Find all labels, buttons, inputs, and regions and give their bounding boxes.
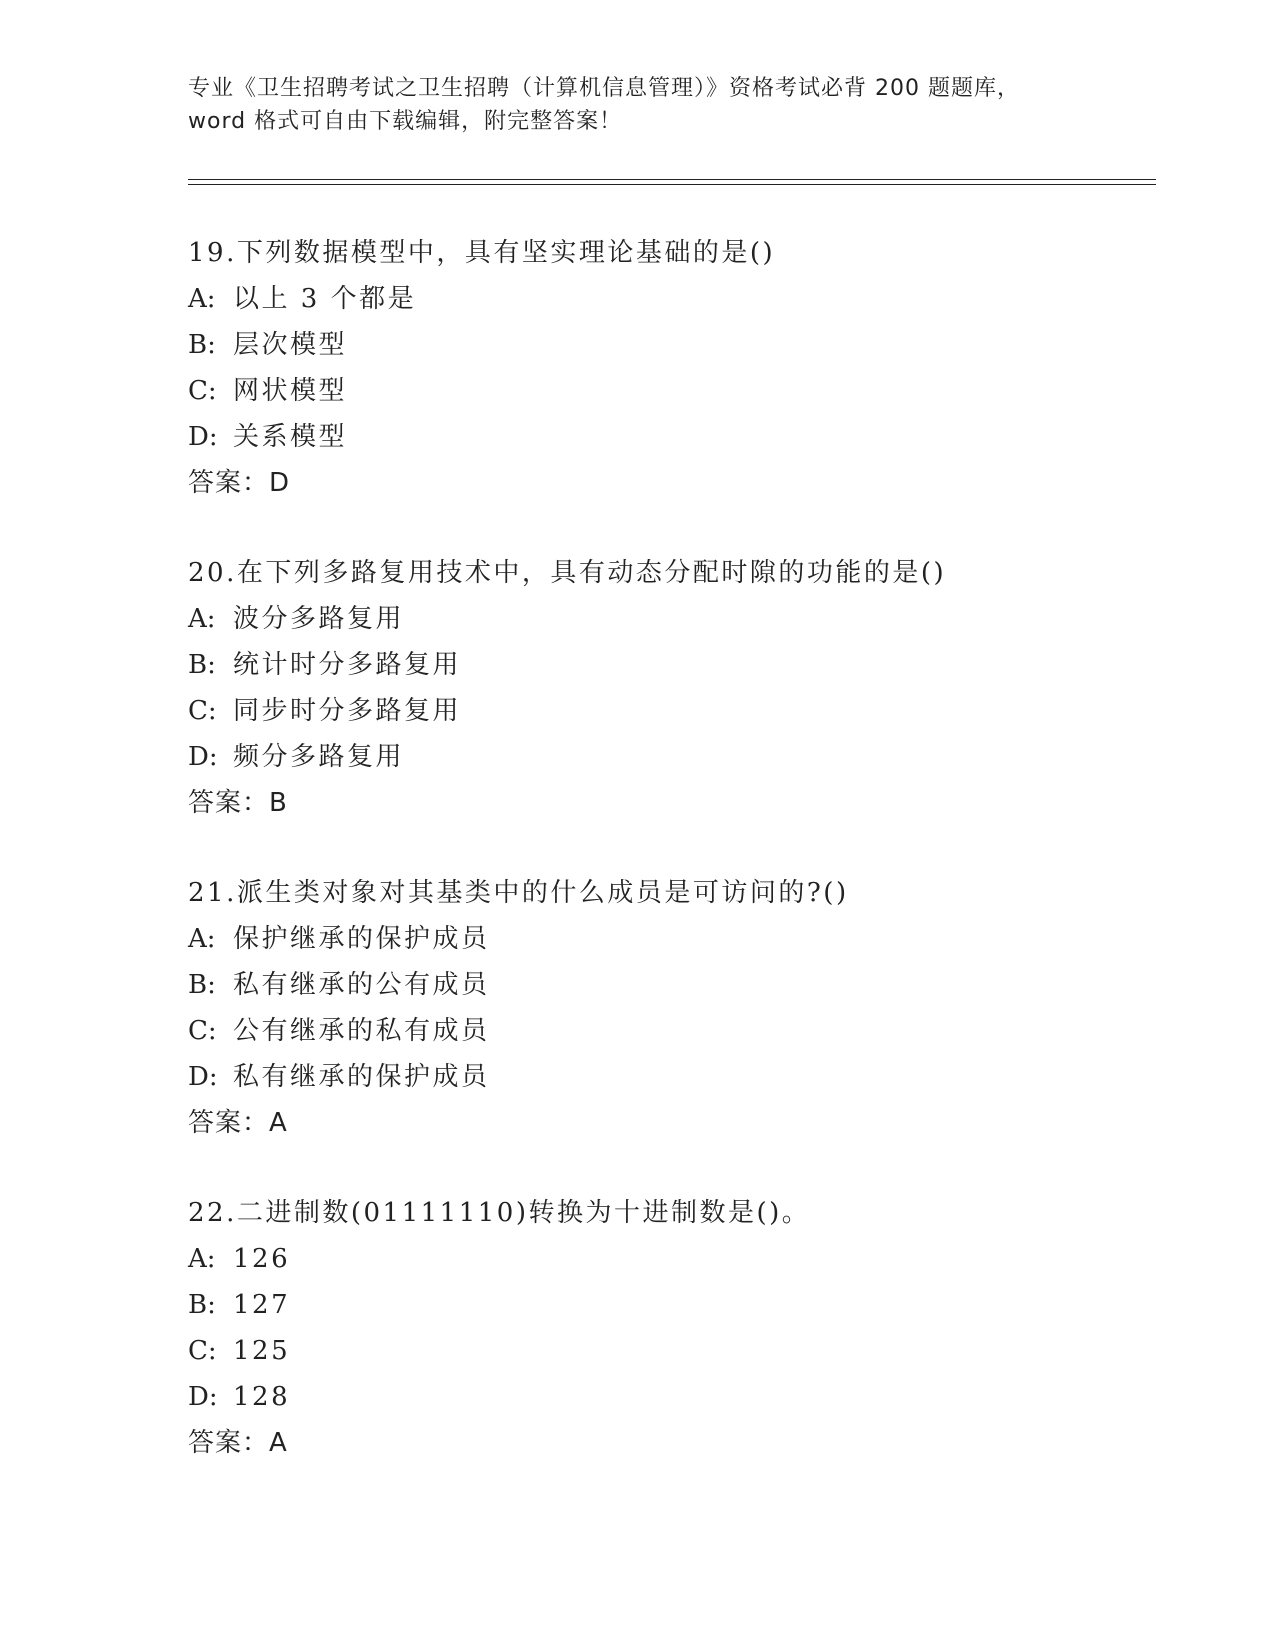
option-a	[188, 1236, 1148, 1282]
option-letter: B:	[188, 650, 216, 680]
option-text: 以上 3 个都是	[233, 284, 417, 314]
option-letter: C:	[188, 376, 217, 406]
answer-value: B	[269, 788, 288, 818]
option-text: 私有继承的公有成员	[233, 970, 490, 1000]
option-letter: A:	[188, 924, 216, 954]
option-text: 同步时分多路复用	[233, 696, 462, 726]
header-divider-bottom	[188, 184, 1156, 185]
question-stem	[188, 550, 1148, 596]
answer-line	[188, 1100, 1148, 1146]
option-text: 126	[233, 1244, 291, 1274]
option-letter: A:	[188, 604, 216, 634]
option-a	[188, 916, 1148, 962]
option-letter: C:	[188, 1016, 217, 1046]
question-21	[188, 870, 1148, 1146]
option-text: 私有继承的保护成员	[233, 1062, 490, 1092]
option-c	[188, 688, 1148, 734]
answer-value: D	[269, 468, 291, 498]
answer-label: 答案：	[188, 468, 270, 498]
answer-label: 答案：	[188, 788, 270, 818]
question-text: 二进制数(01111110)转换为十进制数是()。	[236, 1198, 811, 1228]
header-line-1: 专业《卫生招聘考试之卫生招聘（计算机信息管理）》资格考试必背 200 题题库，	[188, 76, 1020, 101]
option-letter: A:	[188, 1244, 216, 1274]
answer-value: A	[269, 1428, 288, 1458]
header-divider-top	[188, 179, 1156, 180]
question-number: 20.	[188, 558, 237, 588]
question-stem	[188, 230, 1148, 276]
option-a	[188, 276, 1148, 322]
document-header	[188, 72, 1088, 138]
option-letter: C:	[188, 696, 217, 726]
option-text: 保护继承的保护成员	[233, 924, 490, 954]
option-d	[188, 1054, 1148, 1100]
option-d	[188, 414, 1148, 460]
question-22	[188, 1190, 1148, 1466]
option-text: 公有继承的私有成员	[233, 1016, 490, 1046]
option-text: 网状模型	[233, 376, 348, 406]
option-text: 128	[233, 1382, 291, 1412]
header-line-2: word 格式可自由下载编辑，附完整答案！	[188, 109, 623, 134]
option-d	[188, 1374, 1148, 1420]
option-letter: B:	[188, 1290, 216, 1320]
answer-label: 答案：	[188, 1428, 270, 1458]
option-text: 127	[233, 1290, 291, 1320]
option-letter: A:	[188, 284, 216, 314]
option-b	[188, 1282, 1148, 1328]
option-a	[188, 596, 1148, 642]
question-stem	[188, 870, 1148, 916]
option-b	[188, 322, 1148, 368]
answer-label: 答案：	[188, 1108, 270, 1138]
question-number: 21.	[188, 878, 237, 908]
option-text: 层次模型	[233, 330, 348, 360]
answer-line	[188, 1420, 1148, 1466]
option-letter: D:	[188, 1382, 218, 1412]
option-b	[188, 962, 1148, 1008]
option-c	[188, 1008, 1148, 1054]
option-letter: D:	[188, 1062, 218, 1092]
option-letter: D:	[188, 742, 218, 772]
question-text: 在下列多路复用技术中，具有动态分配时隙的功能的是()	[236, 558, 947, 588]
option-letter: C:	[188, 1336, 217, 1366]
question-text: 派生类对象对其基类中的什么成员是可访问的?()	[236, 878, 849, 908]
option-b	[188, 642, 1148, 688]
question-number: 19.	[188, 238, 237, 268]
question-number: 22.	[188, 1198, 237, 1228]
answer-line	[188, 780, 1148, 826]
question-19	[188, 230, 1148, 506]
option-text: 波分多路复用	[233, 604, 405, 634]
option-text: 统计时分多路复用	[233, 650, 462, 680]
option-d	[188, 734, 1148, 780]
answer-value: A	[269, 1108, 288, 1138]
option-letter: B:	[188, 330, 216, 360]
option-text: 125	[233, 1336, 291, 1366]
option-c	[188, 368, 1148, 414]
question-20	[188, 550, 1148, 826]
option-c	[188, 1328, 1148, 1374]
option-text: 频分多路复用	[233, 742, 405, 772]
answer-line	[188, 460, 1148, 506]
option-letter: B:	[188, 970, 216, 1000]
option-text: 关系模型	[233, 422, 348, 452]
question-text: 下列数据模型中，具有坚实理论基础的是()	[236, 238, 776, 268]
option-letter: D:	[188, 422, 218, 452]
question-stem	[188, 1190, 1148, 1236]
